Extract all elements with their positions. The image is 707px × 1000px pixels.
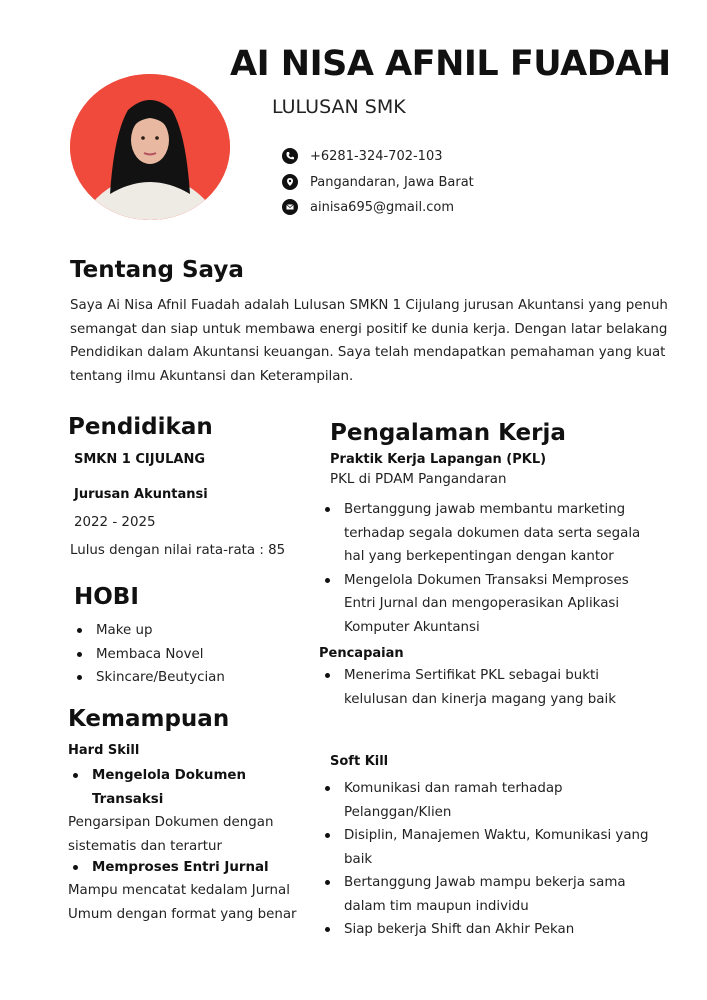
education-grade: Lulus dengan nilai rata-rata : 85 [70, 543, 286, 558]
hard-skill-2 [66, 856, 306, 880]
list-item: Mengelola Dokumen Transaksi [66, 764, 266, 811]
list-item: Komunikasi dan ramah terhadap Pelanggan/Klien [318, 777, 663, 824]
subtitle: LULUSAN SMK [272, 96, 406, 118]
list-item: Disiplin, Manajemen Waktu, Komunikasi yang baik [318, 824, 663, 871]
list-item: Menerima Sertifikat PKL sebagai bukti kelulusan dan kinerja magang yang baik [318, 664, 648, 711]
list-item: Skincare/Beutycian [70, 666, 290, 690]
experience-title: Pengalaman Kerja [330, 420, 566, 446]
profile-photo [70, 74, 230, 220]
achievement-list [318, 664, 648, 711]
hard-skill-2-desc: Mampu mencatat kedalam Jurnal Umum dengan format yang benar [68, 883, 297, 922]
contact-email [282, 197, 454, 217]
soft-skill-title: Soft Kill [330, 754, 389, 769]
experience-role: Praktik Kerja Lapangan (PKL) [330, 452, 547, 467]
experience-list [318, 498, 663, 639]
list-item: Bertanggung Jawab mampu bekerja sama dalam tim maupun individu [318, 871, 663, 918]
contact-phone [282, 146, 443, 166]
hobby-title: HOBI [74, 584, 139, 610]
experience-place: PKL di PDAM Pangandaran [330, 472, 507, 487]
contact-location [282, 172, 474, 192]
skills-title: Kemampuan [68, 706, 230, 732]
list-item: Mengelola Dokumen Transaksi Memproses Entri Jurnal dan mengoperasikan Aplikasi Komputer Akuntansi [318, 569, 663, 640]
list-item: Membaca Novel [70, 643, 290, 667]
about-text: Saya Ai Nisa Afnil Fuadah adalah Lulusan SMKN 1 Cijulang jurusan Akuntansi yang penuh semangat dan siap untuk membawa energi positif ke dunia kerja. Dengan latar belakang Pendidikan dalam Akuntansi keuangan. Saya telah mendapatkan pemahaman yang kuat tentang ilmu Akuntansi dan Keterampilan. [70, 298, 668, 384]
education-title: Pendidikan [68, 414, 213, 440]
about-title: Tentang Saya [70, 257, 244, 283]
hard-skill-1-desc: Pengarsipan Dokumen dengan sistematis dan terartur [68, 815, 274, 854]
location-text: Pangandaran, Jawa Barat [310, 174, 474, 190]
list-item: Siap bekerja Shift dan Akhir Pekan [318, 918, 663, 942]
list-item: Bertanggung jawab membantu marketing terhadap segala dokumen data serta segala hal yang berkepentingan dengan kantor [318, 498, 663, 569]
achievement-title: Pencapaian [319, 646, 404, 661]
major: Jurusan Akuntansi [74, 487, 208, 502]
hard-skill-title: Hard Skill [68, 743, 140, 758]
phone-icon [282, 148, 298, 164]
list-item: Make up [70, 619, 290, 643]
email-text: ainisa695@gmail.com [310, 199, 454, 215]
hard-skill-1 [66, 764, 266, 811]
phone-text: +6281-324-702-103 [310, 148, 443, 164]
full-name: AI NISA AFNIL FUADAH [230, 44, 671, 84]
school-name: SMKN 1 CIJULANG [74, 452, 206, 467]
education-years: 2022 - 2025 [74, 515, 156, 530]
hobby-list [70, 619, 290, 690]
location-pin-icon [282, 174, 298, 190]
list-item: Memproses Entri Jurnal [66, 856, 306, 880]
soft-skill-list [318, 777, 663, 942]
mail-icon [282, 199, 298, 215]
